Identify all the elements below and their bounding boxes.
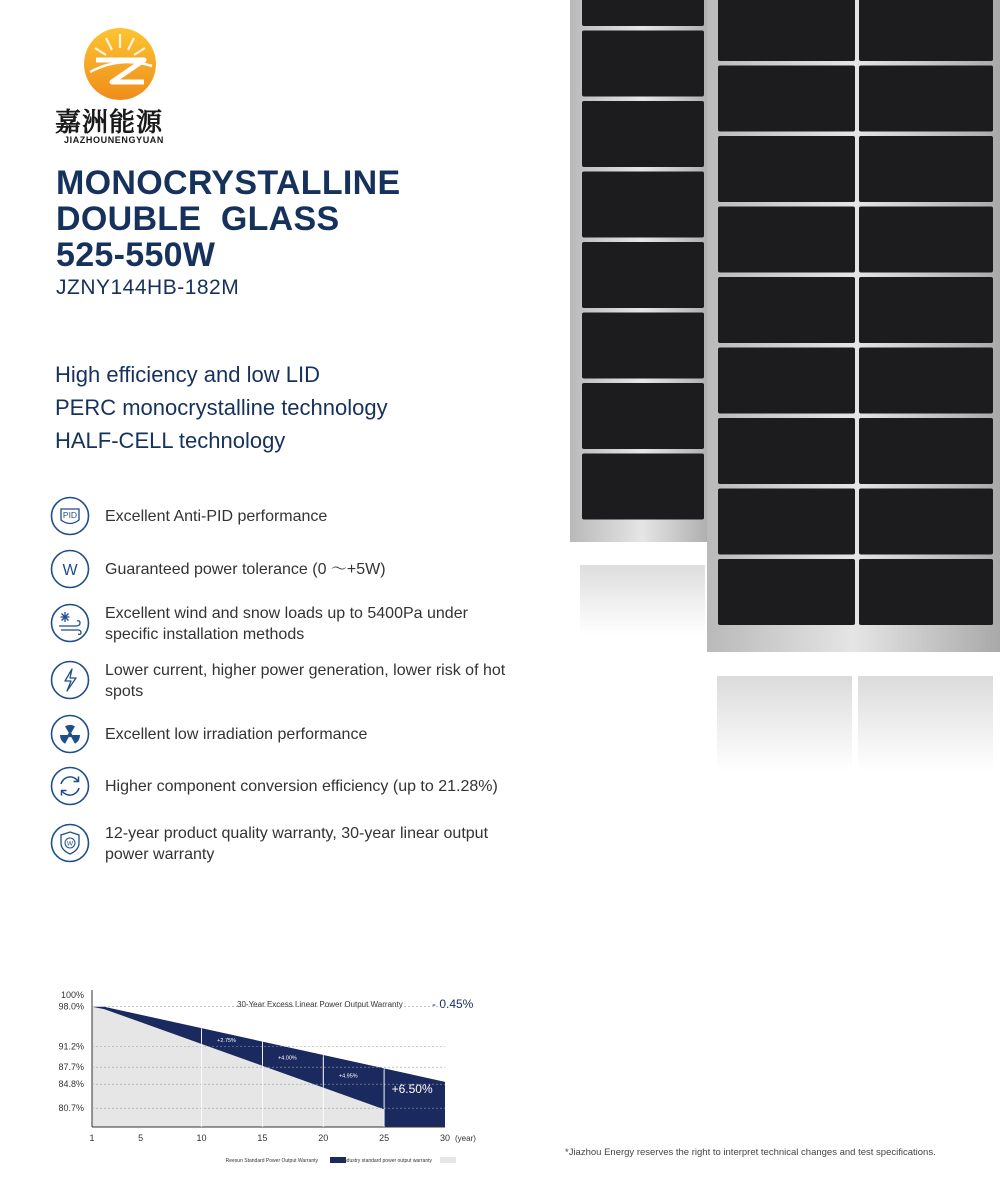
feature-text: Lower current, higher power generation, lower risk of hot spots: [105, 662, 506, 700]
y-tick-label: 100%: [60, 990, 84, 1000]
irradiation-icon: [50, 714, 90, 754]
panel-cell: [582, 0, 704, 26]
pid-icon: [50, 496, 90, 536]
x-tick-label: 20: [318, 1133, 329, 1143]
x-tick-label: 5: [138, 1133, 144, 1143]
panel-cell: [718, 207, 855, 273]
panel-cell: [582, 383, 704, 449]
warranty-shield-icon: [50, 823, 90, 863]
panel-cell: [859, 418, 993, 484]
x-tick-label: 10: [196, 1133, 207, 1143]
feature-text: Higher component conversion efficiency (up to 21.28%): [105, 778, 498, 795]
feature-text: Excellent wind and snow loads up to 5400Pa under specific installation methods: [105, 605, 468, 643]
highlight-item: PERC monocrystalline technology: [55, 395, 388, 420]
svg-text:W: W: [62, 562, 78, 579]
panel-cell: [718, 66, 855, 132]
panel-cell: [859, 559, 993, 625]
y-tick-label: 87.7%: [58, 1062, 84, 1073]
panel-cell: [582, 313, 704, 379]
degradation-label: - 0.45%: [432, 997, 474, 1011]
feature-text: Excellent low irradiation performance: [105, 726, 368, 743]
solar-panels-illustration: [530, 0, 1000, 875]
wind-snow-icon: [50, 603, 90, 643]
panel-cell: [859, 136, 993, 202]
panel-cell: [718, 489, 855, 555]
panel-cell: [582, 242, 704, 308]
panel-cell: [582, 172, 704, 238]
feature-text: Guaranteed power tolerance (0 ～+5W): [105, 561, 386, 578]
y-tick-label: 84.8%: [58, 1079, 84, 1090]
watt-icon: [50, 549, 90, 589]
x-tick-label: 1: [89, 1133, 95, 1143]
warranty-chart: [40, 980, 510, 1170]
footnote: *Jiazhou Energy reserves the right to interpret technical changes and test specifications.: [565, 1147, 936, 1158]
feature-text: Excellent Anti-PID performance: [105, 508, 328, 525]
panel-cell: [718, 418, 855, 484]
panel-cell: [718, 277, 855, 343]
title-line: 525-550W: [56, 236, 216, 274]
product-title: [56, 165, 400, 303]
panel-cell: [582, 31, 704, 97]
legend-label-industry: Industry standard power output warranty: [342, 1158, 432, 1164]
panel-cell: [859, 0, 993, 61]
x-tick-label: 30: [439, 1133, 451, 1143]
title-line: MONOCRYSTALLINE: [56, 164, 401, 202]
lightning-icon: [50, 660, 90, 700]
gap-label: +2.75%: [217, 1038, 236, 1045]
panel-cell: [859, 348, 993, 414]
chart-title: 30-Year Excess Linear Power Output Warranty: [237, 1000, 403, 1009]
panel-cell: [718, 348, 855, 414]
x-unit-label: (year): [455, 1134, 476, 1143]
panel-cell: [718, 136, 855, 202]
title-line: DOUBLE GLASS: [56, 200, 340, 238]
panel-cell: [859, 66, 993, 132]
sun-z-logo-icon: [82, 26, 158, 102]
warranty-chart-svg: [40, 980, 510, 1170]
panel-cell: [859, 207, 993, 273]
gap-label: +4.95%: [338, 1073, 358, 1080]
conversion-cycle-icon: [50, 766, 90, 806]
legend-swatch-industry: [440, 1157, 456, 1163]
y-tick-label: 91.2%: [58, 1041, 84, 1052]
y-tick-label: 98.0%: [58, 1001, 84, 1012]
legend-label-reesun: Reesun Standard Power Output Warranty: [225, 1158, 318, 1164]
panel-cell: [582, 454, 704, 520]
gap-label: +6.50%: [391, 1081, 433, 1096]
solar-panel-image: [530, 0, 1000, 875]
gap-label: +4.00%: [278, 1055, 297, 1062]
brand-name-cn: 嘉洲能源: [55, 108, 164, 138]
panel-cell: [582, 101, 704, 167]
x-tick-label: 25: [379, 1133, 390, 1143]
highlight-item: HALF-CELL technology: [55, 428, 286, 453]
svg-text:W: W: [66, 840, 74, 848]
panel-cell: [859, 489, 993, 555]
brand-name-en: JIAZHOUNENGYUAN: [64, 135, 165, 145]
x-tick-label: 15: [257, 1133, 268, 1143]
svg-text:PID: PID: [62, 510, 78, 520]
y-tick-label: 80.7%: [58, 1103, 84, 1114]
highlights-list: [55, 358, 388, 457]
model-number: JZNY144HB-182M: [56, 276, 240, 299]
panel-cell: [859, 277, 993, 343]
panel-cell: [718, 559, 855, 625]
panel-cell: [718, 0, 855, 61]
feature-text: 12-year product quality warranty, 30-year linear output power warranty: [105, 825, 489, 863]
highlight-item: High efficiency and low LID: [55, 362, 320, 387]
